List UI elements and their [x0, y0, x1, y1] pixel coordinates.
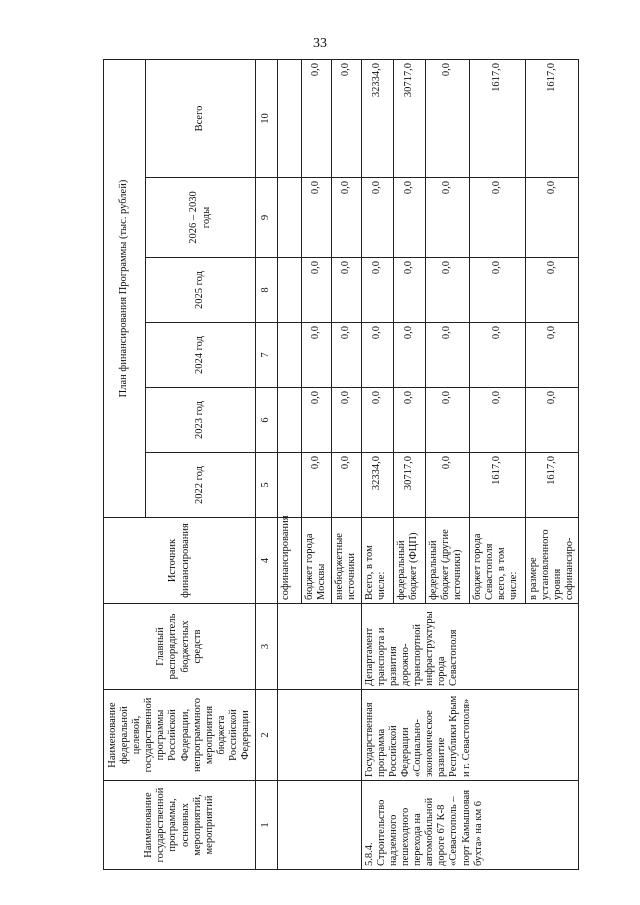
- value-cell: [278, 258, 302, 323]
- column-number: 4: [256, 518, 278, 604]
- value-cell: 0,0: [302, 59, 332, 177]
- value-cell: 0,0: [426, 323, 470, 388]
- header-year: 2023 год: [146, 388, 256, 453]
- value-cell: 0,0: [302, 388, 332, 453]
- value-cell: 0,0: [362, 323, 394, 388]
- carryover-cell: [278, 690, 362, 781]
- measure-name-cell: 5.8.4. Строительство надземного пешеходного перехода на автомобильной дороге 67 К-8 «Севастополь – порт Камышовая бухта» на км 6: [362, 781, 579, 870]
- column-number: 2: [256, 690, 278, 781]
- source-cell: федеральный бюджет (ФЦП): [394, 518, 426, 604]
- column-number: 1: [256, 781, 278, 870]
- header-year: 2025 год: [146, 258, 256, 323]
- value-cell: 1617,0: [526, 59, 579, 177]
- value-cell: 0,0: [526, 388, 579, 453]
- value-cell: 0,0: [302, 323, 332, 388]
- column-number: 7: [256, 323, 278, 388]
- federal-program-cell: Государственная программа Российской Федерации «Социально-экономическое развитие Республики Крым и г. Севастополя»: [362, 690, 579, 781]
- value-cell: 0,0: [302, 258, 332, 323]
- value-cell: 0,0: [394, 258, 426, 323]
- header-manager: Главный распорядитель бюджетных средств: [104, 604, 256, 690]
- carryover-cell: [278, 781, 362, 870]
- value-cell: 0,0: [426, 453, 470, 518]
- carryover-cell: [278, 604, 362, 690]
- value-cell: 0,0: [394, 323, 426, 388]
- column-number: 6: [256, 388, 278, 453]
- header-year: 2022 год: [146, 453, 256, 518]
- column-number: 8: [256, 258, 278, 323]
- source-cell: внебюджетные источники: [332, 518, 362, 604]
- header-year: 2024 год: [146, 323, 256, 388]
- source-cell: бюджет города Москвы: [302, 518, 332, 604]
- value-cell: [278, 453, 302, 518]
- value-cell: 0,0: [394, 388, 426, 453]
- rotated-table-wrapper: [103, 60, 575, 870]
- value-cell: 0,0: [426, 258, 470, 323]
- value-cell: 30717,0: [394, 59, 426, 177]
- column-number: 9: [256, 178, 278, 258]
- value-cell: 1617,0: [526, 453, 579, 518]
- header-year: 2026 – 2030 годы: [146, 178, 256, 258]
- value-cell: 1617,0: [470, 453, 526, 518]
- value-cell: 1617,0: [470, 59, 526, 177]
- value-cell: [278, 59, 302, 177]
- value-cell: 0,0: [426, 178, 470, 258]
- header-federal-program: Наименование федеральной целевой, государственной программы Российской Федерации, непрограммного мероприятия бюджета Российской Федерации: [104, 690, 256, 781]
- value-cell: 0,0: [394, 178, 426, 258]
- value-cell: 32334,0: [362, 453, 394, 518]
- value-cell: 0,0: [526, 258, 579, 323]
- value-cell: 0,0: [302, 453, 332, 518]
- value-cell: [278, 323, 302, 388]
- source-cell: софинансирования: [278, 518, 302, 604]
- page-number: 33: [313, 36, 327, 51]
- value-cell: 0,0: [332, 178, 362, 258]
- value-cell: 0,0: [526, 178, 579, 258]
- source-cell: в размере установленного уровня софинансиро-: [526, 518, 579, 604]
- value-cell: 32334,0: [362, 59, 394, 177]
- column-number: 5: [256, 453, 278, 518]
- value-cell: 0,0: [362, 258, 394, 323]
- value-cell: 0,0: [470, 178, 526, 258]
- value-cell: 30717,0: [394, 453, 426, 518]
- value-cell: [278, 388, 302, 453]
- source-cell: федеральный бюджет (другие источники): [426, 518, 470, 604]
- value-cell: 0,0: [426, 59, 470, 177]
- value-cell: 0,0: [362, 388, 394, 453]
- value-cell: 0,0: [332, 453, 362, 518]
- value-cell: 0,0: [470, 323, 526, 388]
- header-plan-title: План финансирования Программы (тыс. рублей): [104, 59, 146, 517]
- financing-plan-table: [103, 59, 579, 870]
- value-cell: 0,0: [470, 258, 526, 323]
- value-cell: 0,0: [470, 388, 526, 453]
- column-number: 10: [256, 59, 278, 177]
- value-cell: 0,0: [526, 323, 579, 388]
- header-program-name: Наименование государственной программы, основных мероприятий, мероприятий: [104, 781, 256, 870]
- source-cell: бюджет города Севастополя всего, в том числе:: [470, 518, 526, 604]
- value-cell: 0,0: [426, 388, 470, 453]
- value-cell: 0,0: [332, 59, 362, 177]
- value-cell: 0,0: [362, 178, 394, 258]
- header-source: Источник финансирования: [104, 518, 256, 604]
- column-number: 3: [256, 604, 278, 690]
- value-cell: 0,0: [332, 323, 362, 388]
- header-total: Всего: [146, 59, 256, 177]
- value-cell: 0,0: [332, 258, 362, 323]
- manager-cell: Департамент транспорта и развития дорожно-транспортной инфраструктуры города Севастополя: [362, 604, 579, 690]
- value-cell: 0,0: [302, 178, 332, 258]
- value-cell: 0,0: [332, 388, 362, 453]
- source-cell: Всего, в том числе:: [362, 518, 394, 604]
- value-cell: [278, 178, 302, 258]
